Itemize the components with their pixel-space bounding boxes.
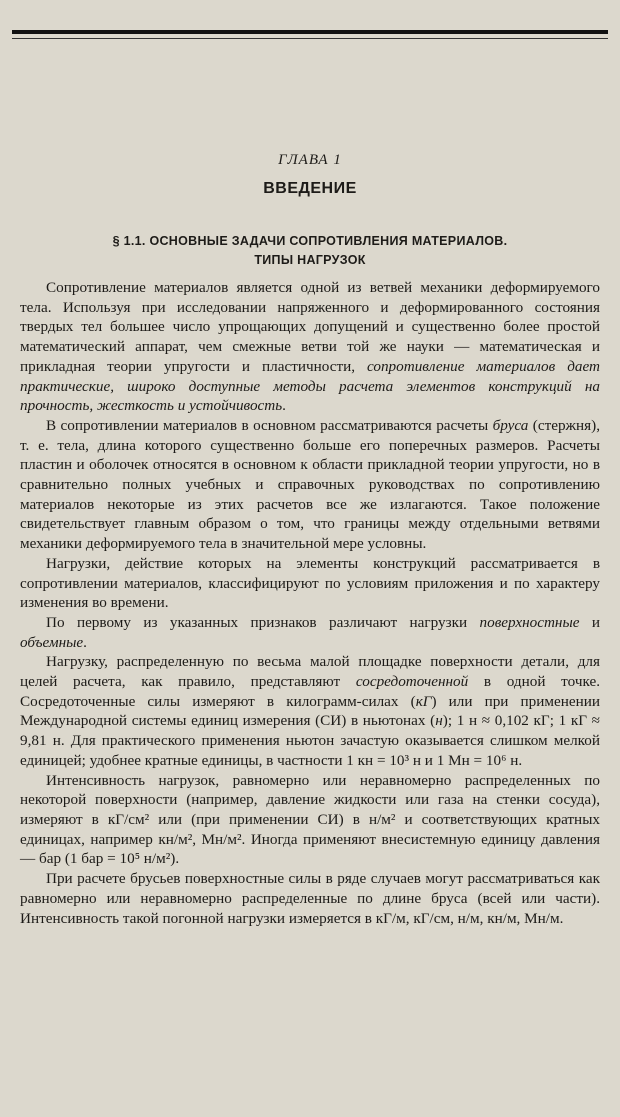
chapter-label: ГЛАВА 1 [278, 152, 342, 168]
paragraph-1 [20, 278, 600, 416]
paragraph-6 [20, 771, 600, 870]
paragraph-3-text: Нагрузки, действие которых на элементы конструкций рассматривается в сопротивлении материалов, классифицируют по условиям приложения и по характеру изменения во времени. [20, 554, 600, 612]
paragraph-5 [20, 652, 600, 770]
paragraph-5-rest-3: ); 1 н ≈ 0,102 кГ; 1 кГ ≈ 9,81 н. Для практического применения ньютон зачастую оказывается слишком мелкой единицей; удобнее кратные единицы, в частности 1 кн = 10³ н и 1 Мн = 10⁶ н. [20, 712, 600, 769]
paragraph-5-unit-1: кГ [415, 692, 432, 710]
paragraph-4-text: По первому из указанных признаков различают нагрузки [46, 613, 480, 631]
paragraph-2-italic: бруса [492, 416, 529, 434]
paragraph-1-end: . [282, 397, 286, 415]
paragraph-7 [20, 869, 600, 928]
paragraph-2 [20, 416, 600, 554]
paragraph-4-italic-1: поверхностные [479, 613, 580, 631]
paragraph-2-rest: (стержня), т. е. тела, длина которого существенно больше его поперечных размеров. Расчеты пластин и оболочек относятся в основном к области прикладной теории упругости, но в сравнительно полных учебных и справочных руководствах по сопротивлению материалов некоторые из этих расчетов все же излагаются. Такое положение свидетельствует главным образом о том, что границы между отдельными ветвями механики деформируемого тела в значительной мере условны. [20, 416, 601, 553]
section-title-line1: § 1.1. ОСНОВНЫЕ ЗАДАЧИ СОПРОТИВЛЕНИЯ МАТЕРИАЛОВ. [112, 234, 508, 248]
paragraph-5-text: Нагрузку, распределенную по весьма малой площадке поверхности детали, для целей расчета, как правило, представляют [20, 653, 600, 691]
paragraph-5-unit-2: н [435, 712, 443, 730]
paragraph-1-italic: сопротивление материалов дает практические, широко доступные методы расчета элементов конструкций на прочность, жесткость и устойчивость [20, 357, 601, 415]
paragraph-5-rest-2: ) или при применении Международной системы единиц измерения (СИ) в ньютонах ( [20, 692, 600, 730]
section-title-line2: ТИПЫ НАГРУЗОК [254, 253, 366, 267]
top-rule [12, 30, 608, 34]
paragraph-4-italic-2: объемные [20, 633, 84, 651]
paragraph-1-text: Сопротивление материалов является одной из ветвей механики деформируемого тела. Используя при исследовании напряженного и деформированного состояния твердых тел большее число упрощающих допущений и существенно более простой математический аппарат, чем смежные ветви той же науки — математическая и прикладная теории упругости и пластичности, [20, 279, 600, 375]
paragraph-3 [20, 554, 600, 613]
paragraph-5-rest-1: в одной точке. Сосредоточенные силы измеряют в килограмм-силах ( [20, 673, 600, 710]
paragraph-2-text: В сопротивлении материалов в основном рассматриваются расчеты [46, 416, 493, 434]
body-text [20, 278, 600, 928]
paragraph-4 [20, 613, 600, 652]
paragraph-6-text: Интенсивность нагрузок, равномерно или неравномерно распределенных по некоторой поверхности (например, давление жидкости или газа на стенки сосуда), измеряют в кГ/см² или (при применении СИ) в н/м² и соответствующих кратных единицах, например кн/м², Мн/м². Иногда применяют внесистемную единицу давления — бар (1 бар = 10⁵ н/м²). [20, 771, 600, 868]
section-title [40, 232, 580, 270]
paragraph-4-end: . [83, 633, 87, 651]
paragraph-7-text: При расчете брусьев поверхностные силы в ряде случаев могут рассматриваться как равномерно или неравномерно распределенные по длине бруса (всей или части). Интенсивность такой погонной нагрузки измеряется в кГ/м, кГ/см, н/м, кн/м, Мн/м. [20, 870, 600, 927]
top-rule-thin [12, 38, 608, 39]
paragraph-4-and: и [579, 613, 600, 631]
chapter-title: ВВЕДЕНИЕ [263, 180, 357, 197]
paragraph-5-italic: сосредоточенной [355, 673, 469, 691]
